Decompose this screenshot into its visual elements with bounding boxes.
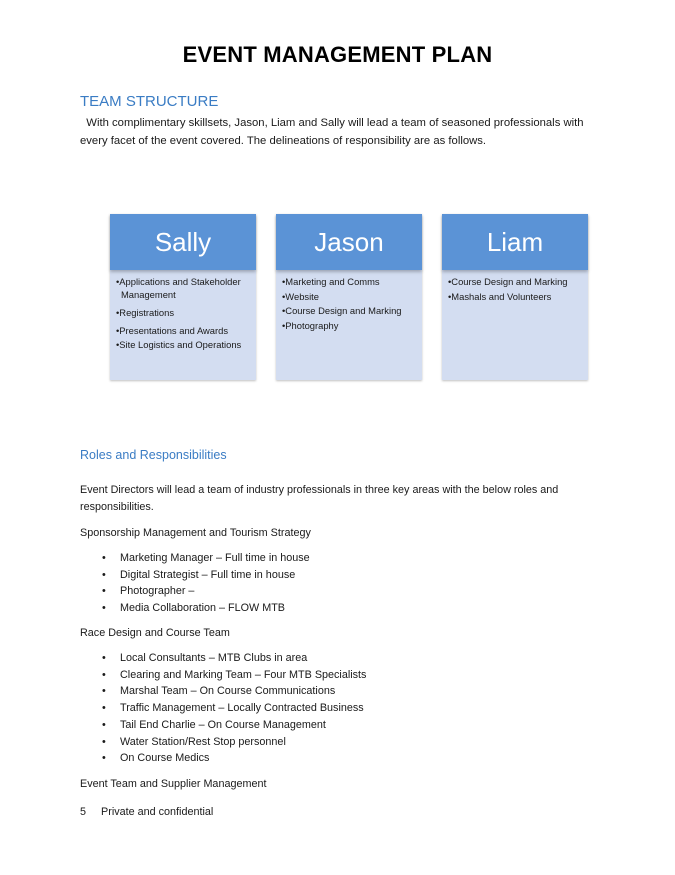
team-structure-intro: With complimentary skillsets, Jason, Liam and Sally will lead a team of seasoned professionals with every facet of the event covered. The delineations of responsibility are as follows. — [80, 117, 584, 147]
role-item: • Photographer – — [102, 585, 195, 598]
footer-text: Private and confidential — [101, 806, 214, 818]
page-number: 5 — [80, 806, 87, 818]
responsibility-list — [276, 270, 422, 332]
responsibility-item: • Site Logistics and Operations — [116, 339, 252, 352]
role-list — [102, 550, 310, 617]
role-list — [102, 650, 366, 767]
group-title: Event Team and Supplier Management — [80, 778, 267, 790]
role-item: • Media Collaboration – FLOW MTB — [102, 602, 286, 615]
role-item: • Digital Strategist – Full time in house — [102, 568, 296, 581]
responsibility-item: • Photography — [282, 320, 418, 333]
roles-intro: Event Directors will lead a team of industry professionals in three key areas with the below roles and responsibilities. — [80, 484, 559, 513]
team-card-liam — [442, 214, 588, 380]
page-title: EVENT MANAGEMENT PLAN — [182, 42, 493, 67]
responsibility-item: • Course Design and Marking — [448, 276, 584, 289]
responsibility-item: • Presentations and Awards — [116, 325, 252, 338]
group-title: Race Design and Course Team — [80, 627, 230, 639]
role-item: • Marshal Team – On Course Communications — [102, 685, 336, 698]
responsibility-list — [442, 270, 588, 303]
group-title: Sponsorship Management and Tourism Strategy — [80, 527, 311, 539]
team-card-title: Sally — [110, 214, 256, 270]
responsibility-item: • Applications and Stakeholder Management — [116, 276, 252, 301]
role-item: • Traffic Management – Locally Contracted Business — [102, 702, 364, 715]
role-item: • Marketing Manager – Full time in house — [102, 552, 310, 564]
team-card-jason — [276, 214, 422, 380]
responsibility-item: • Marketing and Comms — [282, 276, 418, 289]
responsibility-item: • Mashals and Volunteers — [448, 291, 584, 304]
responsibility-item: • Website — [282, 291, 418, 304]
team-card-title: Liam — [442, 214, 588, 270]
role-item: • Local Consultants – MTB Clubs in area — [102, 652, 308, 664]
role-item: • Water Station/Rest Stop personnel — [102, 735, 286, 748]
role-item: • Clearing and Marking Team – Four MTB Specialists — [102, 668, 367, 681]
responsibility-list — [110, 270, 256, 352]
responsibility-item: • Course Design and Marking — [282, 305, 418, 318]
team-card-title: Jason — [276, 214, 422, 270]
team-structure-heading: TEAM STRUCTURE — [80, 93, 219, 110]
team-card-sally — [110, 214, 256, 380]
role-item: • On Course Medics — [102, 752, 210, 765]
responsibility-item: • Registrations — [116, 307, 252, 320]
roles-heading: Roles and Responsibilities — [80, 448, 227, 462]
page-footer — [80, 806, 213, 818]
role-item: • Tail End Charlie – On Course Management — [102, 718, 326, 731]
